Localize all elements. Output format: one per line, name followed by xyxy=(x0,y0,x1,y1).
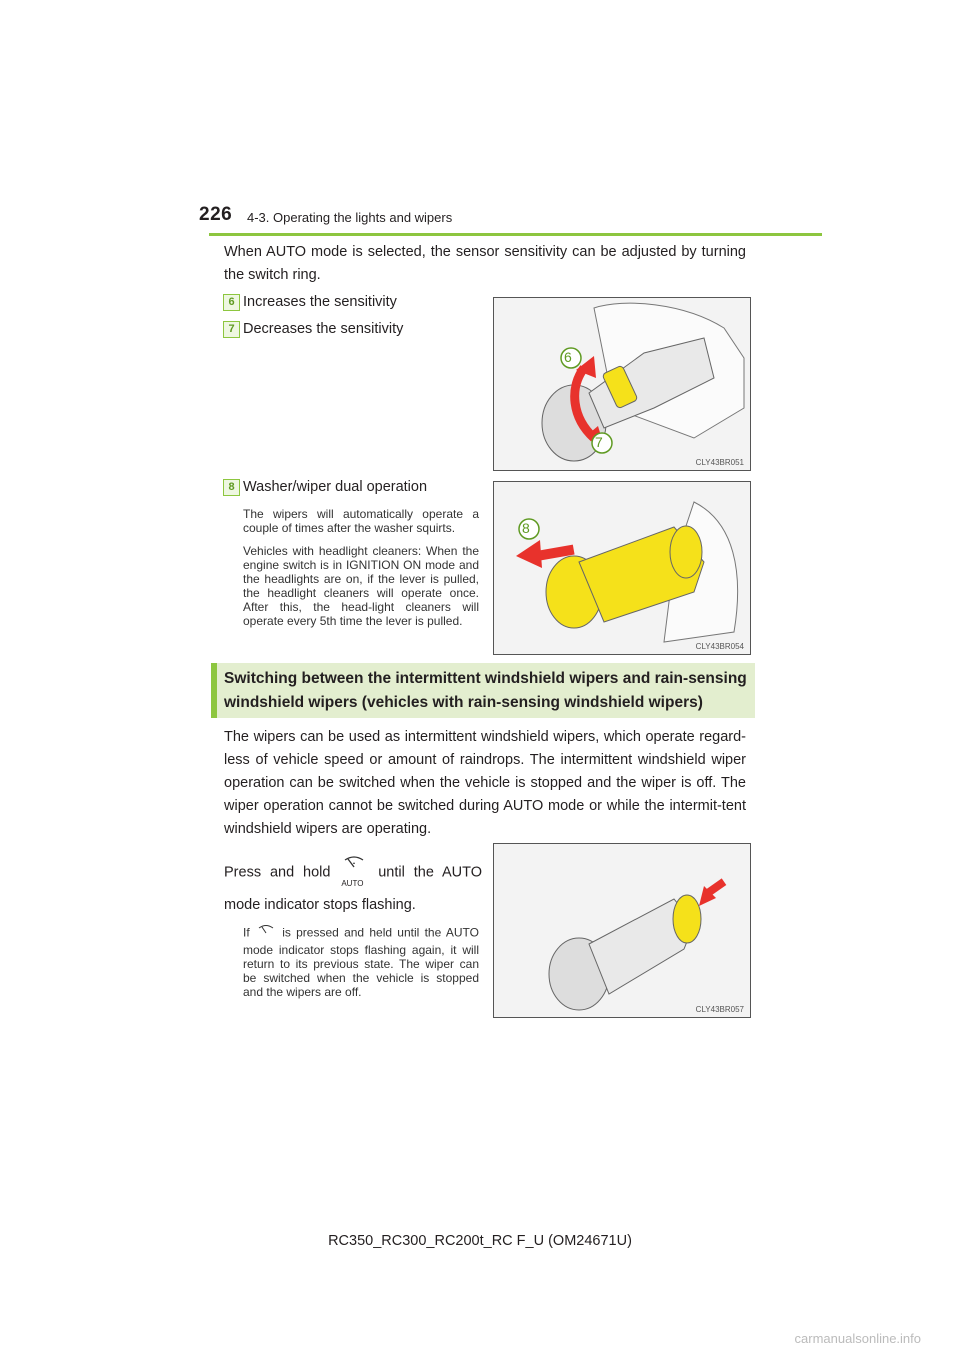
header-rule xyxy=(209,233,822,236)
item-number-6: 6 xyxy=(223,294,240,311)
press-hold-instruction xyxy=(224,855,482,920)
press-hold-after: until the AUTO mode indicator stops flashing. xyxy=(224,864,482,913)
note2-after: is pressed and held until the AUTO mode indicator stops flashing again, it will return to its previous state. The wiper can be switched when the vehicle is stopped and the wipers are off. xyxy=(243,925,479,999)
page-footer: RC350_RC300_RC200t_RC F_U (OM24671U) xyxy=(328,1233,632,1249)
section-title: 4-3. Operating the lights and wipers xyxy=(247,210,453,225)
fig1-label-6: 6 xyxy=(564,349,572,365)
switching-paragraph: The wipers can be used as intermittent windshield wipers, which operate regard-less of vehicle speed or amount of raindrops. The intermittent windshield wiper operation can be switched when the vehicle is stopped and the wiper is off. The wiper operation cannot be switched during AUTO mode or while the intermit-tent windshield wipers are operating. xyxy=(224,729,746,837)
item-number-7: 7 xyxy=(223,321,240,338)
fig2-label-8: 8 xyxy=(522,520,530,536)
page-number: 226 xyxy=(199,204,233,225)
auto-return-note xyxy=(243,924,479,999)
intro-paragraph: When AUTO mode is selected, the sensor sensitivity can be adjusted by turning the switch ring. xyxy=(224,244,746,283)
auto-wiper-icon-small xyxy=(255,924,277,943)
fig1-label-7: 7 xyxy=(595,434,603,450)
figure-auto-button xyxy=(493,843,751,1018)
item-8-text: Washer/wiper dual operation xyxy=(243,479,428,495)
figure-washer-lever xyxy=(493,481,751,655)
item-6-text: Increases the sensitivity xyxy=(243,294,397,310)
press-hold-before: Press and hold xyxy=(224,864,331,881)
fig2-code: CLY43BR054 xyxy=(695,642,744,651)
fig3-code: CLY43BR057 xyxy=(695,1005,744,1014)
watermark: carmanualsonline.info xyxy=(794,1331,921,1346)
note2-before: If xyxy=(243,925,250,940)
auto-icon-label: AUTO xyxy=(341,879,364,888)
fig1-code: CLY43BR051 xyxy=(695,458,744,467)
section-banner-title: Switching between the intermittent windshield wipers and rain-sensing windshield wipers (vehicles with rain-sensing windshield wipers) xyxy=(224,670,747,711)
item-7-text: Decreases the sensitivity xyxy=(243,321,404,337)
auto-wiper-icon xyxy=(339,855,369,890)
figure-sensitivity-ring xyxy=(493,297,751,471)
item-number-8: 8 xyxy=(223,479,240,496)
item-8-note-2: Vehicles with headlight cleaners: When the engine switch is in IGNITION ON mode and the headlights are on, if the lever is pulled, the headlight cleaners will operate once. After this, the head-light cleaners will operate every 5th time the lever is pulled. xyxy=(243,544,479,628)
item-8-note-1: The wipers will automatically operate a couple of times after the washer squirts. xyxy=(243,507,479,535)
